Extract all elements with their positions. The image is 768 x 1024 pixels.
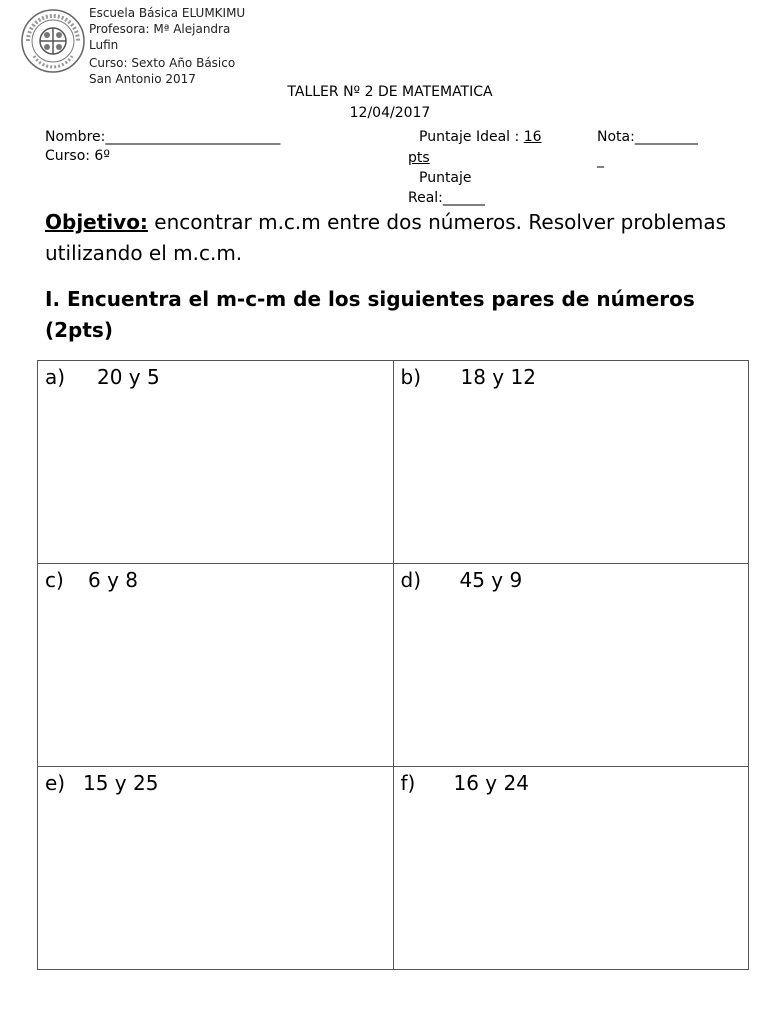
grid-row <box>38 767 749 970</box>
exercise-cell-c[interactable] <box>38 564 394 767</box>
exercise-cell-a[interactable] <box>38 361 394 564</box>
exercise-pair: 45 y 9 <box>459 568 523 592</box>
teacher-name: Profesora: Mª Alejandra <box>89 22 231 36</box>
exercise-letter: c) <box>45 568 64 592</box>
exercise-cell-b[interactable] <box>393 361 749 564</box>
ideal-score-unit: pts <box>408 150 430 166</box>
grade-blank-wrap: _ <box>597 152 604 168</box>
real-score-label: Puntaje <box>419 170 472 186</box>
worksheet-title: TALLER Nº 2 DE MATEMATICA <box>287 84 493 100</box>
exercise-pair: 18 y 12 <box>460 365 536 389</box>
exercise-pair: 6 y 8 <box>88 568 138 592</box>
exercise-pair: 16 y 24 <box>453 771 529 795</box>
ideal-score-label: Puntaje Ideal : <box>419 129 524 145</box>
objective <box>45 207 745 269</box>
exercise-pair: 15 y 25 <box>83 771 159 795</box>
grade-field[interactable] <box>597 127 698 147</box>
exercise-grid <box>37 360 749 970</box>
teacher-name-cont: Lufin <box>89 38 119 52</box>
exercise-cell-f[interactable] <box>393 767 749 970</box>
exercise-letter: d) <box>400 568 421 592</box>
school-seal-logo <box>20 8 86 74</box>
grade-label: Nota: <box>597 129 635 145</box>
objective-text: encontrar m.c.m entre dos números. Resolver problemas utilizando el m.c.m. <box>45 210 727 265</box>
grade-blank: _________ <box>634 129 698 145</box>
school-name: Escuela Básica ELUMKIMU <box>89 6 246 20</box>
exercise-letter: f) <box>400 771 416 795</box>
section-heading: I. Encuentra el m-c-m de los siguientes pares de números (2pts) <box>45 287 695 342</box>
exercise-letter: a) <box>45 365 66 389</box>
grid-row <box>38 361 749 564</box>
exercise-letter: b) <box>400 365 421 389</box>
course-info: Curso: Sexto Año Básico <box>89 56 236 70</box>
location-year: San Antonio 2017 <box>89 72 196 84</box>
objective-label: Objetivo: <box>45 210 148 234</box>
exercise-cell-e[interactable] <box>38 767 394 970</box>
name-field[interactable]: Nombre:_________________________ <box>45 129 281 145</box>
exercise-letter: e) <box>45 771 66 795</box>
real-score-field[interactable]: Real:______ <box>408 190 485 206</box>
grid-row <box>38 564 749 767</box>
course-field: Curso: 6º <box>45 148 110 164</box>
ideal-score <box>419 127 542 147</box>
ideal-score-value: 16 <box>523 129 542 145</box>
exercise-cell-d[interactable] <box>393 564 749 767</box>
exercise-pair: 20 y 5 <box>97 365 160 389</box>
worksheet-date: 12/04/2017 <box>349 105 431 121</box>
